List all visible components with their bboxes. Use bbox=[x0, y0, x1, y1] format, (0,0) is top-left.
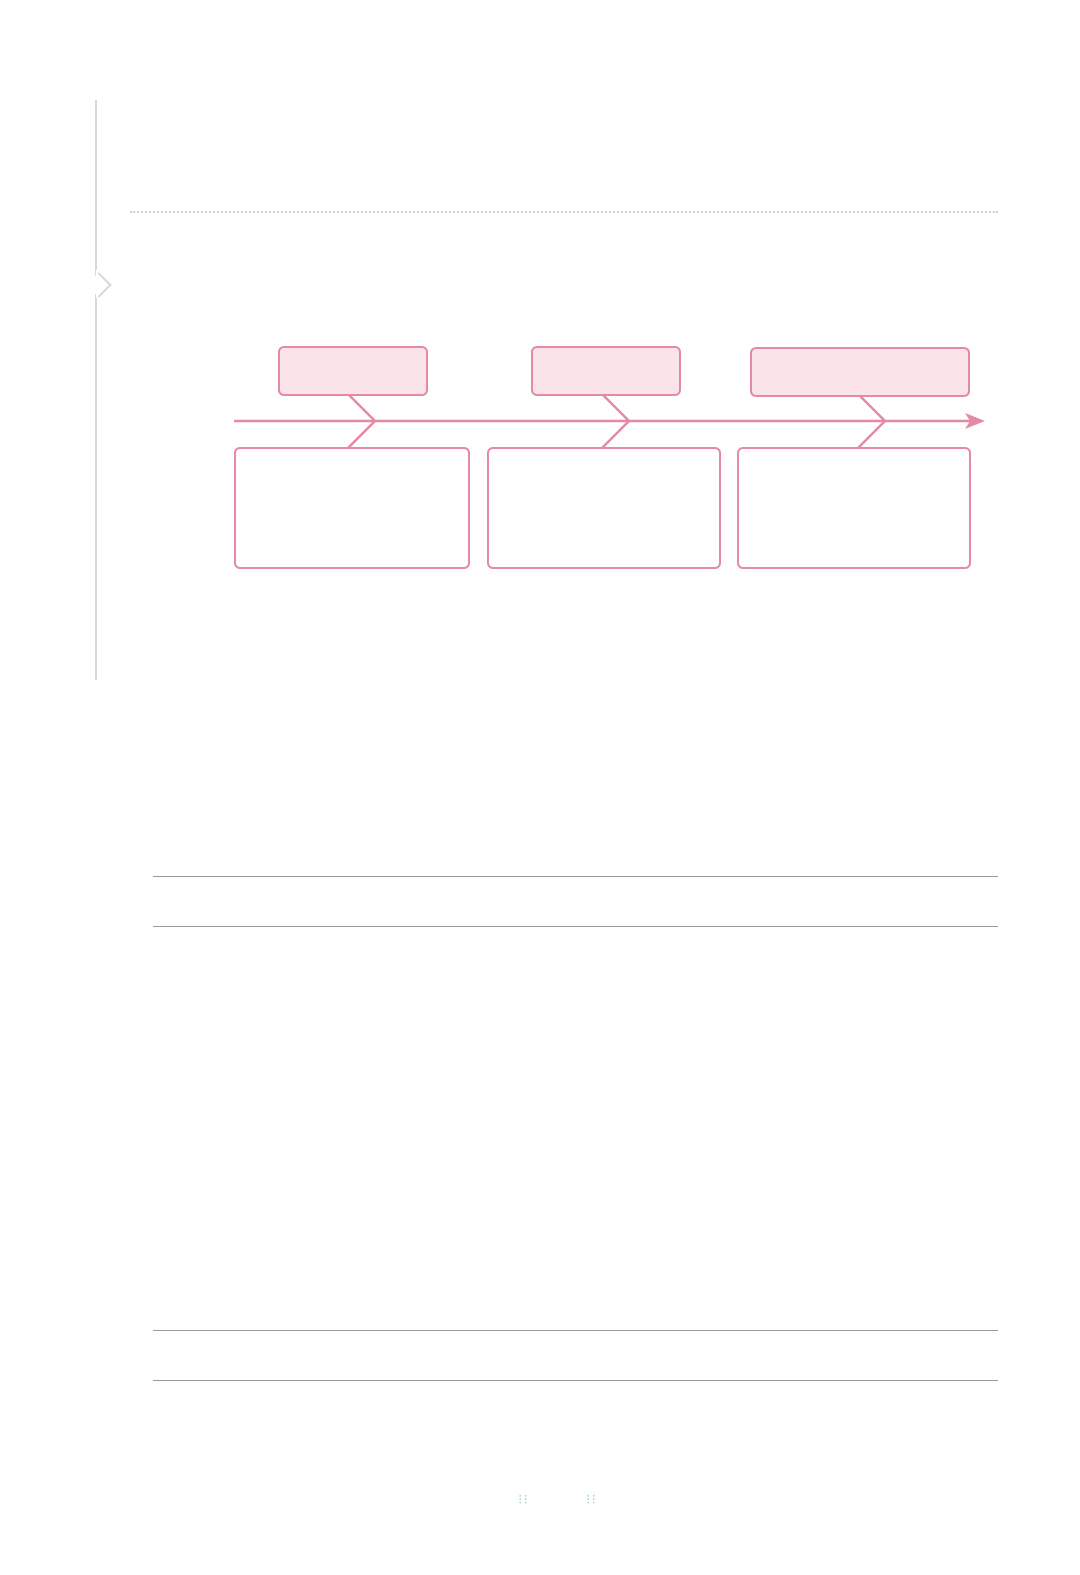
time-box bbox=[531, 346, 681, 396]
dotted-divider bbox=[130, 211, 998, 213]
page-ornament-left: ⁝⁝ bbox=[518, 1492, 529, 1508]
question-4 bbox=[128, 943, 148, 971]
answer-line[interactable] bbox=[153, 1330, 998, 1331]
answer-line[interactable] bbox=[153, 926, 998, 927]
page-ornament-right: ⁝⁝ bbox=[586, 1492, 597, 1508]
question-5 bbox=[126, 1195, 146, 1223]
event-box bbox=[234, 447, 470, 569]
answer-line[interactable] bbox=[153, 876, 998, 877]
timeline-arrow bbox=[230, 390, 990, 450]
question-1 bbox=[128, 240, 148, 268]
event-answer-box[interactable] bbox=[487, 447, 721, 569]
answer-line[interactable] bbox=[153, 1380, 998, 1381]
time-answer-box[interactable] bbox=[750, 347, 970, 397]
time-box bbox=[278, 346, 428, 396]
question-3 bbox=[128, 792, 148, 820]
side-rail-notch bbox=[86, 272, 111, 297]
event-answer-box[interactable] bbox=[737, 447, 971, 569]
question-2 bbox=[128, 591, 146, 619]
side-rail-divider bbox=[95, 100, 97, 680]
